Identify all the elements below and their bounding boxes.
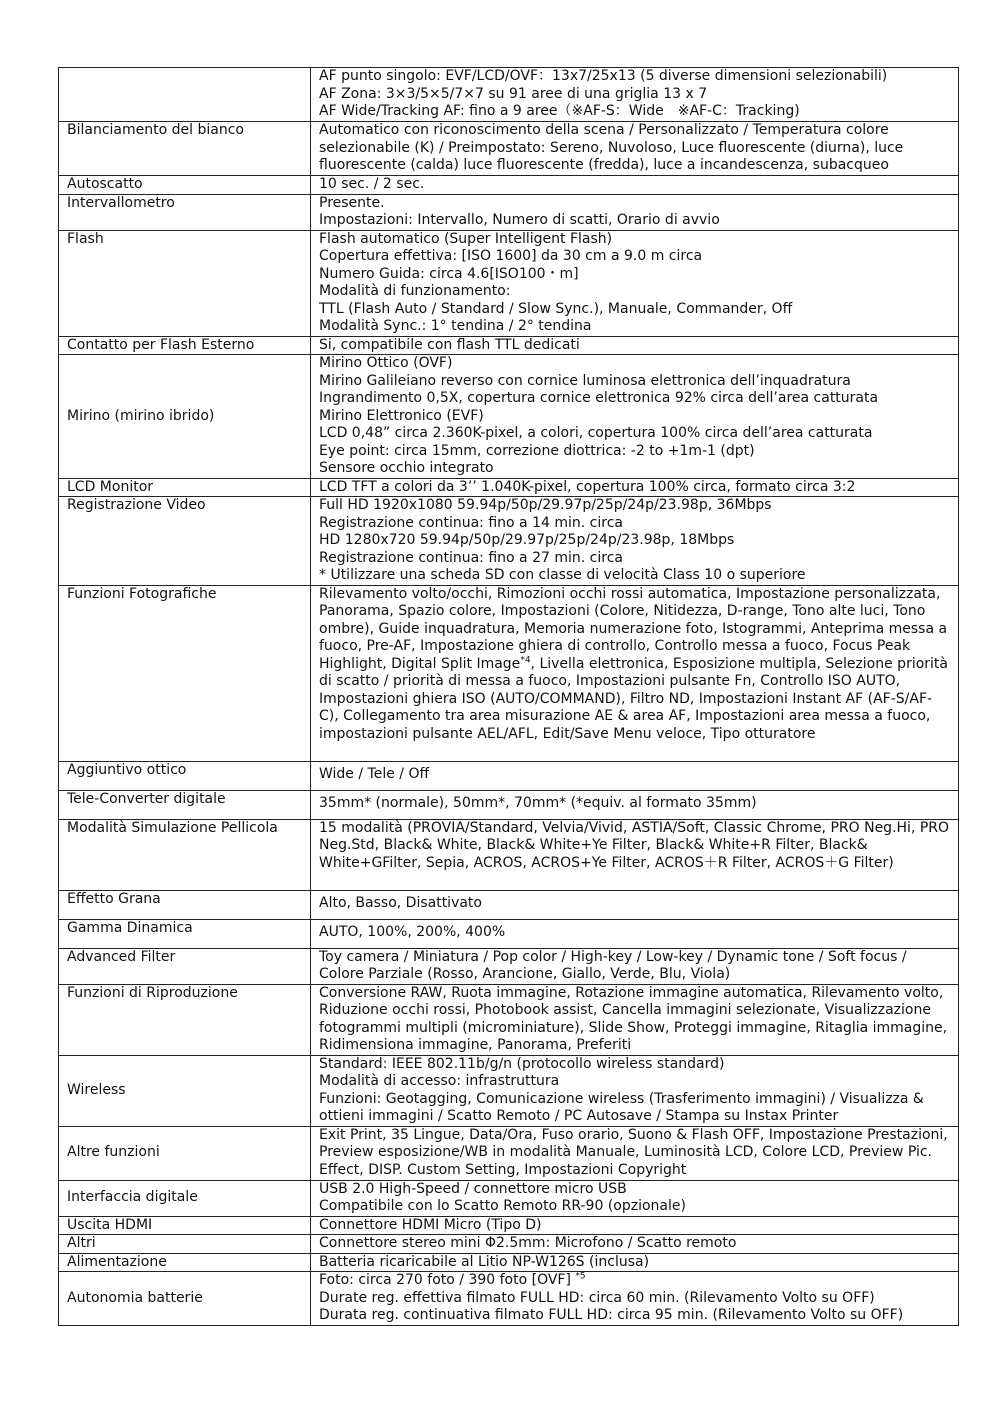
spec-value: [311, 819, 959, 890]
spec-line: Registrazione continua: fino a 27 min. circa: [319, 549, 623, 566]
spec-label: Intervallometro: [59, 194, 311, 230]
spec-line: Ingrandimento 0,5X, copertura cornice elettronica 92% circa dell’area catturata: [319, 390, 879, 406]
spec-line: Modalità di funzionamento:: [319, 283, 511, 299]
spec-line: LCD TFT a colori da 3’’ 1.040K-pixel, copertura 100% circa, formato circa 3:2: [319, 478, 856, 495]
spec-line: Wide / Tele / Off: [319, 765, 430, 782]
spec-line: Compatibile con lo Scatto Remoto RR-90 (opzionale): [319, 1198, 686, 1214]
spec-line: Connettore HDMI Micro (Tipo D): [319, 1216, 542, 1233]
spec-line: Mirino Galileiano reverso con cornice luminosa elettronica dell’inquadratura: [319, 372, 851, 389]
spec-text-part: Rilevamento volto/occhi, Rimozioni occhi rossi automatica, Impostazione personalizzata, Panorama, Spazio colore, Impostazioni (Colore, Nitidezza, D-range, Tono alte luci, Tono ombre), Guide inquadratura, Memoria numerazione foto, Istogrammi, Anteprima messa a fuoco, Pre-AF, Impostazione ghiera di controllo, Controllo messa a fuoco, Focus Peak Highlight, Digital Split Image: [319, 585, 948, 672]
spec-label: Autoscatto: [59, 176, 311, 195]
spec-line: Eye point: circa 15mm, correzione diottrica: -2 to +1m-1 (dpt): [319, 442, 755, 459]
spec-value: [311, 984, 959, 1055]
spec-row-video-recording: [59, 497, 959, 586]
spec-line: Copertura effettiva: [ISO 1600] da 30 cm a 9.0 m circa: [319, 248, 703, 264]
spec-row-digital-teleconverter: [59, 790, 959, 819]
spec-row-battery-life: [59, 1272, 959, 1326]
spec-line: Presente.: [319, 194, 385, 211]
spec-label: Uscita HDMI: [59, 1216, 311, 1235]
spec-label: Wireless: [59, 1055, 311, 1126]
spec-line: AUTO, 100%, 200%, 400%: [319, 923, 506, 940]
spec-label: Registrazione Video: [59, 497, 311, 586]
spec-row-self-timer: [59, 176, 959, 195]
spec-row-interval-timer: [59, 194, 959, 230]
spec-line: Impostazioni: Intervallo, Numero di scatti, Orario di avvio: [319, 212, 720, 228]
spec-label: Tele-Converter digitale: [59, 790, 311, 819]
spec-label: Contatto per Flash Esterno: [59, 336, 311, 355]
spec-label: Funzioni Fotografiche: [59, 585, 311, 761]
spec-text: Automatico con riconoscimento della scena / Personalizzato / Temperatura colore selezionabile (K) / Preimpostato: Sereno, Nuvoloso, Luce fluorescente (diurna), luce fluorescente (calda) luce fluorescente (fredda), luce a incandescenza, subacqueo: [319, 122, 904, 173]
spec-text: 15 modalità (PROVIA/Standard, Velvia/Vivid, ASTIA/Soft, Classic Chrome, PRO Neg.Hi, PRO Neg.Std, Black& White, Black& White+Ye Filter, Black& White+R Filter, Black& White+GFilter, Sepia, ACROS, ACROS+Ye Filter, ACROS＋R Filter, ACROS＋G Filter): [319, 819, 950, 871]
spec-row-viewfinder: [59, 355, 959, 479]
spec-row-optical-adapter: [59, 761, 959, 790]
spec-row-photo-functions: [59, 585, 959, 761]
spec-value: [311, 948, 959, 984]
spec-row-other-functions: [59, 1126, 959, 1180]
spec-row-lcd-monitor: [59, 478, 959, 497]
spec-row-wireless: [59, 1055, 959, 1126]
spec-text-part: Foto: circa 270 foto / 390 foto [OVF]: [319, 1272, 576, 1288]
spec-line: Connettore stereo mini Φ2.5mm: Microfono / Scatto remoto: [319, 1235, 737, 1251]
spec-value: [311, 230, 959, 336]
spec-value: [311, 890, 959, 919]
spec-line: Alto, Basso, Disattivato: [319, 894, 482, 911]
spec-value: [311, 1216, 959, 1235]
spec-line: 35mm* (normale), 50mm*, 70mm* (*equiv. al formato 35mm): [319, 794, 757, 811]
spec-value: [311, 355, 959, 479]
spec-row-dynamic-range: [59, 919, 959, 948]
spec-label: Effetto Grana: [59, 890, 311, 919]
spec-line: AF Wide/Tracking AF: fino a 9 aree（※AF-S：Wide ※AF-C：Tracking): [319, 103, 800, 119]
spec-line: * Utilizzare una scheda SD con classe di velocità Class 10 o superiore: [319, 567, 806, 583]
spec-value: [311, 1126, 959, 1180]
spec-label: Advanced Filter: [59, 948, 311, 984]
spec-value: [311, 761, 959, 790]
spec-label: Aggiuntivo ottico: [59, 761, 311, 790]
spec-row-hdmi-output: [59, 1216, 959, 1235]
specifications-table: [58, 67, 959, 1326]
spec-line: Modalità di accesso: infrastruttura: [319, 1073, 560, 1089]
spec-label: Alimentazione: [59, 1253, 311, 1272]
spec-text-part: , Livella elettronica, Esposizione multipla, Selezione priorità di scatto / priorità di messa a fuoco, Impostazioni pulsante Fn, Controllo ISO AUTO, Impostazioni ghiera ISO (AUTO/COMMAND), Filtro ND, Impostazioni Instant AF (AF-S/AF-C), Collegamento tra area misurazione AE & area AF, Impostazioni area messa a fuoco, impostazioni pulsante AEL/AFL, Edit/Save Menu veloce, Tipo otturatore: [319, 655, 948, 742]
spec-line: Durata reg. continuativa filmato FULL HD: circa 95 min. (Rilevamento Volto su OFF): [319, 1307, 904, 1323]
spec-line: USB 2.0 High-Speed / connettore micro USB: [319, 1180, 627, 1197]
spec-line: 10 sec. / 2 sec.: [319, 176, 425, 192]
spec-row-power-supply: [59, 1253, 959, 1272]
spec-label: Altri: [59, 1235, 311, 1254]
spec-value: [311, 919, 959, 948]
spec-line: Modalità Sync.: 1° tendina / 2° tendina: [319, 318, 592, 334]
spec-value: [311, 122, 959, 176]
spec-line: Standard: IEEE 802.11b/g/n (protocollo wireless standard): [319, 1055, 725, 1072]
spec-value: [311, 1055, 959, 1126]
spec-row-playback-functions: [59, 984, 959, 1055]
spec-row-af-areas: [59, 68, 959, 122]
spec-value: [311, 497, 959, 586]
spec-label: Funzioni di Riproduzione: [59, 984, 311, 1055]
spec-row-white-balance: [59, 122, 959, 176]
spec-line: HD 1280x720 59.94p/50p/29.97p/25p/24p/23.98p, 18Mbps: [319, 532, 735, 548]
spec-value: [311, 1235, 959, 1254]
spec-line: AF punto singolo: EVF/LCD/OVF：13x7/25x13 (5 diverse dimensioni selezionabili): [319, 68, 888, 84]
spec-label: Autonomia batterie: [59, 1272, 311, 1326]
spec-label: [59, 68, 311, 122]
footnote-marker: *5: [575, 1271, 586, 1282]
spec-label: Modalità Simulazione Pellicola: [59, 819, 311, 890]
spec-label: Flash: [59, 230, 311, 336]
spec-text: [319, 586, 950, 744]
spec-text: Toy camera / Miniatura / Pop color / High-key / Low-key / Dynamic tone / Soft focus / Colore Parziale (Rosso, Arancione, Giallo, Verde, Blu, Viola): [319, 948, 907, 982]
spec-value: [311, 1272, 959, 1326]
spec-row-digital-interface: [59, 1180, 959, 1216]
spec-value: [311, 1253, 959, 1272]
spec-line: Mirino Elettronico (EVF): [319, 407, 484, 424]
spec-text: Exit Print, 35 Lingue, Data/Ora, Fuso orario, Suono & Flash OFF, Impostazione Prestazioni, Preview esposizione/WB in modalità Manuale, Luminosità LCD, Colore LCD, Preview Pic. Effect, DISP. Custom Setting, Impostazioni Copyright: [319, 1126, 948, 1178]
spec-value: [311, 478, 959, 497]
spec-line: LCD 0,48” circa 2.360K-pixel, a colori, copertura 100% circa dell’area catturata: [319, 425, 873, 441]
spec-line: Mirino Ottico (OVF): [319, 355, 453, 371]
spec-row-advanced-filter: [59, 948, 959, 984]
spec-value: [311, 585, 959, 761]
spec-line: Batteria ricaricabile al Litio NP-W126S (inclusa): [319, 1253, 650, 1270]
spec-label: Interfaccia digitale: [59, 1180, 311, 1216]
spec-line: Full HD 1920x1080 59.94p/50p/29.97p/25p/24p/23.98p, 36Mbps: [319, 497, 772, 513]
spec-line: Numero Guida: circa 4.6[ISO100・m]: [319, 265, 579, 282]
spec-label: Gamma Dinamica: [59, 919, 311, 948]
spec-value: [311, 176, 959, 195]
spec-value: [311, 1180, 959, 1216]
spec-label: Mirino (mirino ibrido): [59, 355, 311, 479]
spec-row-external-flash: [59, 336, 959, 355]
spec-row-grain-effect: [59, 890, 959, 919]
spec-line: Registrazione continua: fino a 14 min. circa: [319, 514, 623, 531]
spec-line: [319, 1272, 950, 1290]
spec-row-others: [59, 1235, 959, 1254]
footnote-marker: *4: [520, 654, 531, 665]
spec-text: Conversione RAW, Ruota immagine, Rotazione immagine automatica, Rilevamento volto, Riduzione occhi rossi, Photobook assist, Cancella immagini selezionate, Visualizzazione fotogrammi multipli (microminiature), Slide Show, Proteggi immagine, Ritaglia immagine, Ridimensiona immagine, Panorama, Preferiti: [319, 984, 948, 1053]
spec-line: TTL (Flash Auto / Standard / Slow Sync.), Manuale, Commander, Off: [319, 300, 793, 317]
spec-line: Sensore occhio integrato: [319, 460, 494, 476]
spec-value: [311, 68, 959, 122]
spec-line: AF Zona: 3×3/5×5/7×7 su 91 aree di una griglia 13 x 7: [319, 85, 708, 102]
spec-text: Funzioni: Geotagging, Comunicazione wireless (Trasferimento immagini) / Visualizza & ottieni immagini / Scatto Remoto / PC Autosave / Stampa su Instax Printer: [319, 1090, 924, 1124]
spec-row-flash: [59, 230, 959, 336]
spec-line: Si, compatibile con flash TTL dedicati: [319, 336, 580, 353]
spec-value: [311, 194, 959, 230]
spec-row-film-simulation: [59, 819, 959, 890]
spec-value: [311, 336, 959, 355]
spec-line: Durate reg. effettiva filmato FULL HD: circa 60 min. (Rilevamento Volto su OFF): [319, 1289, 875, 1306]
spec-label: Bilanciamento del bianco: [59, 122, 311, 176]
spec-value: [311, 790, 959, 819]
spec-label: LCD Monitor: [59, 478, 311, 497]
spec-line: Flash automatico (Super Intelligent Flash): [319, 230, 613, 247]
spec-label: Altre funzioni: [59, 1126, 311, 1180]
